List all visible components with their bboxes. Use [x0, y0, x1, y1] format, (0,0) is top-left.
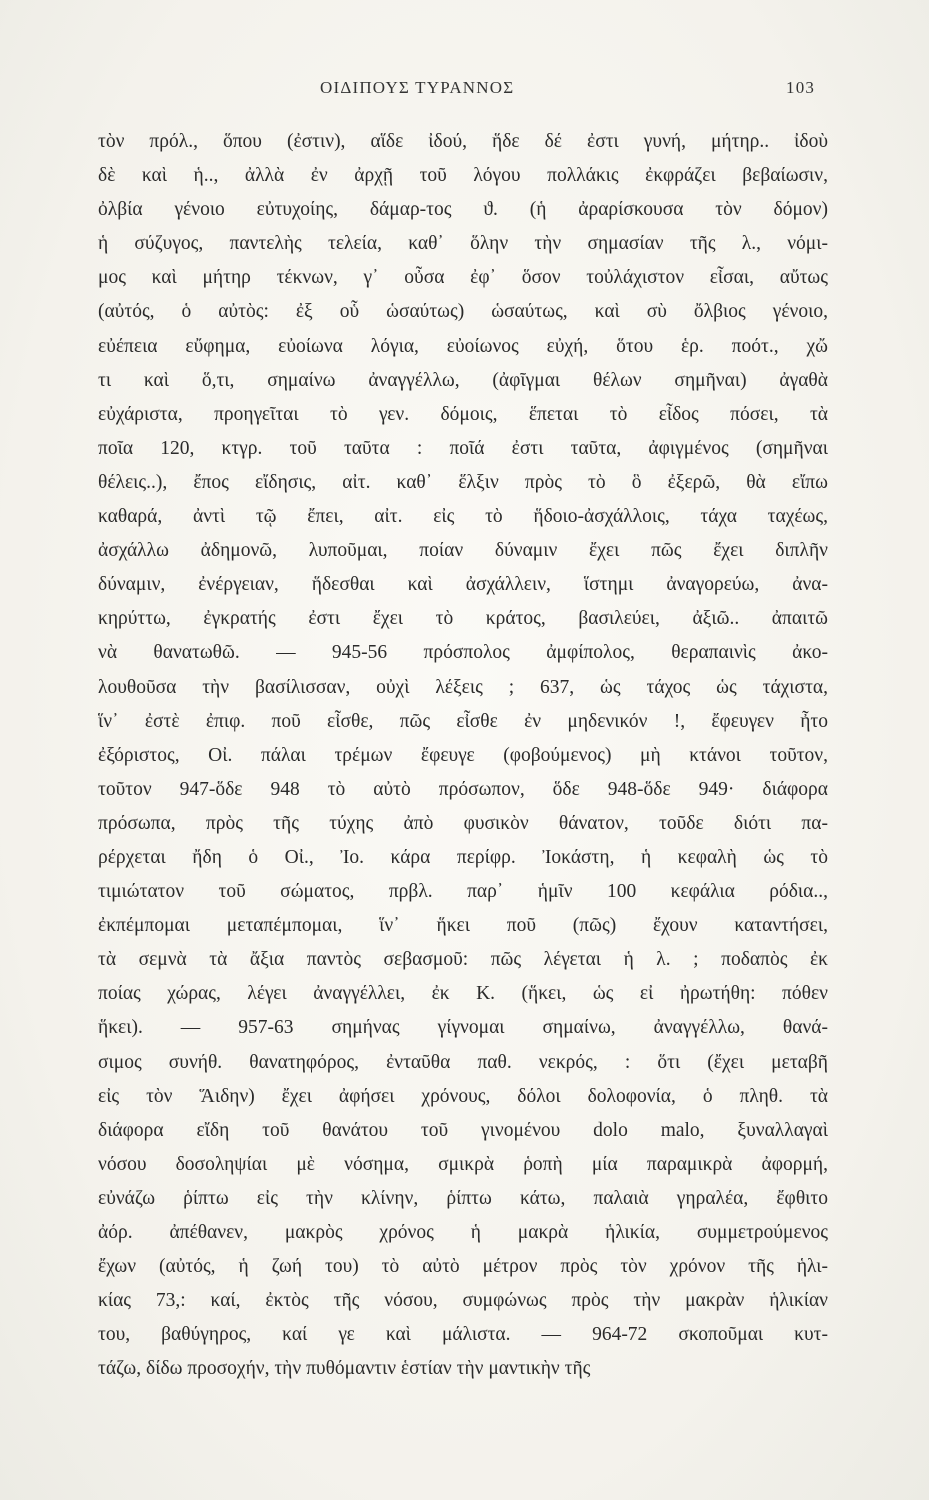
- text-line: λουθοῦσα τὴν βασίλισσαν, οὐχὶ λέξεις ; 637, ὡς τάχος ὡς τάχιστα,: [98, 676, 828, 698]
- text-line: ποίας χώρας, λέγει ἀναγγέλλει, ἐκ Κ. (ἥκει, ὡς εἰ ἠρωτήθη: πόθεν: [98, 983, 828, 1005]
- text-line: δὲ καὶ ἡ.., ἀλλὰ ἐν ἀρχῇ τοῦ λόγου πολλάκις ἐκφράζει βεβαίωσιν,: [98, 165, 828, 187]
- text-line: πρόσωπα, πρὸς τῆς τύχης ἀπὸ φυσικὸν θάνατον, τοῦδε διότι πα-: [98, 812, 828, 834]
- text-line: ἐκπέμπομαι μεταπέμπομαι, ἵν᾽ ἥκει ποῦ (πῶς) ἔχουν καταντήσει,: [98, 915, 828, 937]
- running-title: ΟΙΔΙΠΟΥΣ ΤΥΡΑΝΝΟΣ: [320, 78, 515, 97]
- text-line: του, βαθύγηρος, καί γε καὶ μάλιστα. — 964-72 σκοποῦμαι κυτ-: [98, 1324, 828, 1346]
- text-line: ἐξόριστος, Οἰ. πάλαι τρέμων ἔφευγε (φοβούμενος) μὴ κτάνοι τοῦτον,: [98, 744, 828, 766]
- text-line: νὰ θανατωθῶ. — 945-56 πρόσπολος ἀμφίπολος, θεραπαινὶς ἀκο-: [98, 642, 828, 664]
- text-line: ἔχων (αὐτός, ἡ ζωή του) τὸ αὐτὸ μέτρον πρὸς τὸν χρόνον τῆς ἡλι-: [98, 1256, 828, 1278]
- text-line: διάφορα εἴδη τοῦ θανάτου τοῦ γινομένου dolo malo, ξυναλλαγαὶ: [98, 1119, 828, 1141]
- text-line: θέλεις..), ἔπος εἴδησις, αἰτ. καθ᾽ ἕλξιν πρὸς τὸ ὃ ἐξερῶ, θὰ εἴπω: [98, 471, 828, 493]
- text-line: τάζω, δίδω προσοχήν, τὴν πυθόμαντιν ἑστίαν τὴν μαντικὴν τῆς: [98, 1358, 591, 1380]
- text-line: ἥκει). — 957-63 σημήνας γίγνομαι σημαίνω, ἀναγγέλλω, θανά-: [98, 1017, 828, 1039]
- text-line: εἰς τὸν Ἅιδην) ἔχει ἀφήσει χρόνους, δόλοι δολοφονία, ὁ πληθ. τὰ: [98, 1085, 828, 1107]
- text-line: νόσου δοσοληψίαι μὲ νόσημα, σμικρὰ ῥοπὴ μία παραμικρὰ ἀφορμή,: [98, 1153, 828, 1175]
- text-line: κίας 73,: καί, ἐκτὸς τῆς νόσου, συμφώνως πρὸς τὴν μακρὰν ἡλικίαν: [98, 1290, 828, 1312]
- text-line: εὐχάριστα, προηγεῖται τὸ γεν. δόμοις, ἕπεται τὸ εἶδος πόσει, τὰ: [98, 403, 828, 425]
- text-line: τὸν πρόλ., ὅπου (ἐστιν), αἵδε ἰδού, ἥδε δέ ἐστι γυνή, μήτηρ.. ἰδοὺ: [98, 131, 828, 152]
- text-line: ἡ σύζυγος, παντελὴς τελεία, καθ᾽ ὅλην τὴν σημασίαν τῆς λ., νόμι-: [98, 233, 828, 255]
- text-line: τι καὶ ὅ,τι, σημαίνω ἀναγγέλλω, (ἀφῖγμαι θέλων σημῆναι) ἀγαθὰ: [98, 369, 828, 391]
- text-line: μος καὶ μήτηρ τέκνων, γ᾽ οὖσα ἐφ᾽ ὅσον τοὐλάχιστον εἶσαι, αὔτως: [98, 267, 828, 289]
- text-line: τοῦτον 947-ὅδε 948 τὸ αὐτὸ πρόσωπον, ὅδε 948-ὅδε 949· διάφορα: [98, 778, 828, 800]
- text-line: δύναμιν, ἐνέργειαν, ἥδεσθαι καὶ ἀσχάλλειν, ἵστημι ἀναγορεύω, ἀνα-: [98, 574, 828, 596]
- text-line: ὀλβία γένοιο εὐτυχοίης, δάμαρ-τος ϑ. (ἡ ἀραρίσκουσα τὸν δόμον): [98, 199, 828, 221]
- commentary-text: [98, 125, 828, 1386]
- text-line: (αὐτός, ὁ αὐτὸς: ἐξ οὗ ὡσαύτως) ὡσαύτως, καὶ σὺ ὄλβιος γένοιο,: [98, 301, 828, 323]
- text-line: εὐέπεια εὔφημα, εὐοίωνα λόγια, εὐοίωνος εὐχή, ὅτου ἑρ. ποότ., χὤ: [98, 335, 828, 357]
- text-line: σιμος συνήθ. θανατηφόρος, ἐνταῦθα παθ. νεκρός, : ὅτι (ἔχει μεταβῆ: [98, 1051, 828, 1073]
- text-line: κηρύττω, ἐγκρατής ἐστι ἔχει τὸ κράτος, βασιλεύει, ἀξιῶ.. ἀπαιτῶ: [98, 608, 828, 630]
- text-line: ποῖα 120, κτγρ. τοῦ ταῦτα : ποῖά ἐστι ταῦτα, ἀφιγμένος (σημῆναι: [98, 437, 828, 459]
- text-line: ἀόρ. ἀπέθανεν, μακρὸς χρόνος ἡ μακρὰ ἡλικία, συμμετρούμενος: [98, 1222, 828, 1243]
- text-line: τιμιώτατον τοῦ σώματος, πρβλ. παρ᾽ ἡμῖν 100 κεφάλια ρόδια..,: [98, 881, 828, 903]
- text-line: ρέρχεται ἤδη ὁ Οἰ., Ἰο. κάρα περίφρ. Ἰοκάστη, ἡ κεφαλὴ ὡς τὸ: [98, 846, 828, 868]
- running-head: [0, 78, 929, 104]
- text-line: ἀσχάλλω ἀδημονῶ, λυποῦμαι, ποίαν δύναμιν ἔχει πῶς ἔχει διπλῆν: [98, 540, 828, 562]
- text-line: τὰ σεμνὰ τὰ ἄξια παντὸς σεβασμοῦ: πῶς λέγεται ἡ λ. ; ποδαπὸς ἐκ: [98, 949, 828, 971]
- page-number: 103: [786, 78, 816, 97]
- text-line: καθαρά, ἀντὶ τῷ ἔπει, αἰτ. εἰς τὸ ἥδοιο-ἀσχάλλοις, τάχα ταχέως,: [98, 506, 828, 528]
- text-line: ἵν᾽ ἐστὲ ἐπιφ. ποῦ εἶσθε, πῶς εἶσθε ἐν μηδενικόν !, ἔφευγεν ἦτο: [98, 710, 828, 732]
- text-line: εὐνάζω ῥίπτω εἰς τὴν κλίνην, ῥίπτω κάτω, παλαιὰ γηραλέα, ἔφθιτο: [98, 1187, 828, 1209]
